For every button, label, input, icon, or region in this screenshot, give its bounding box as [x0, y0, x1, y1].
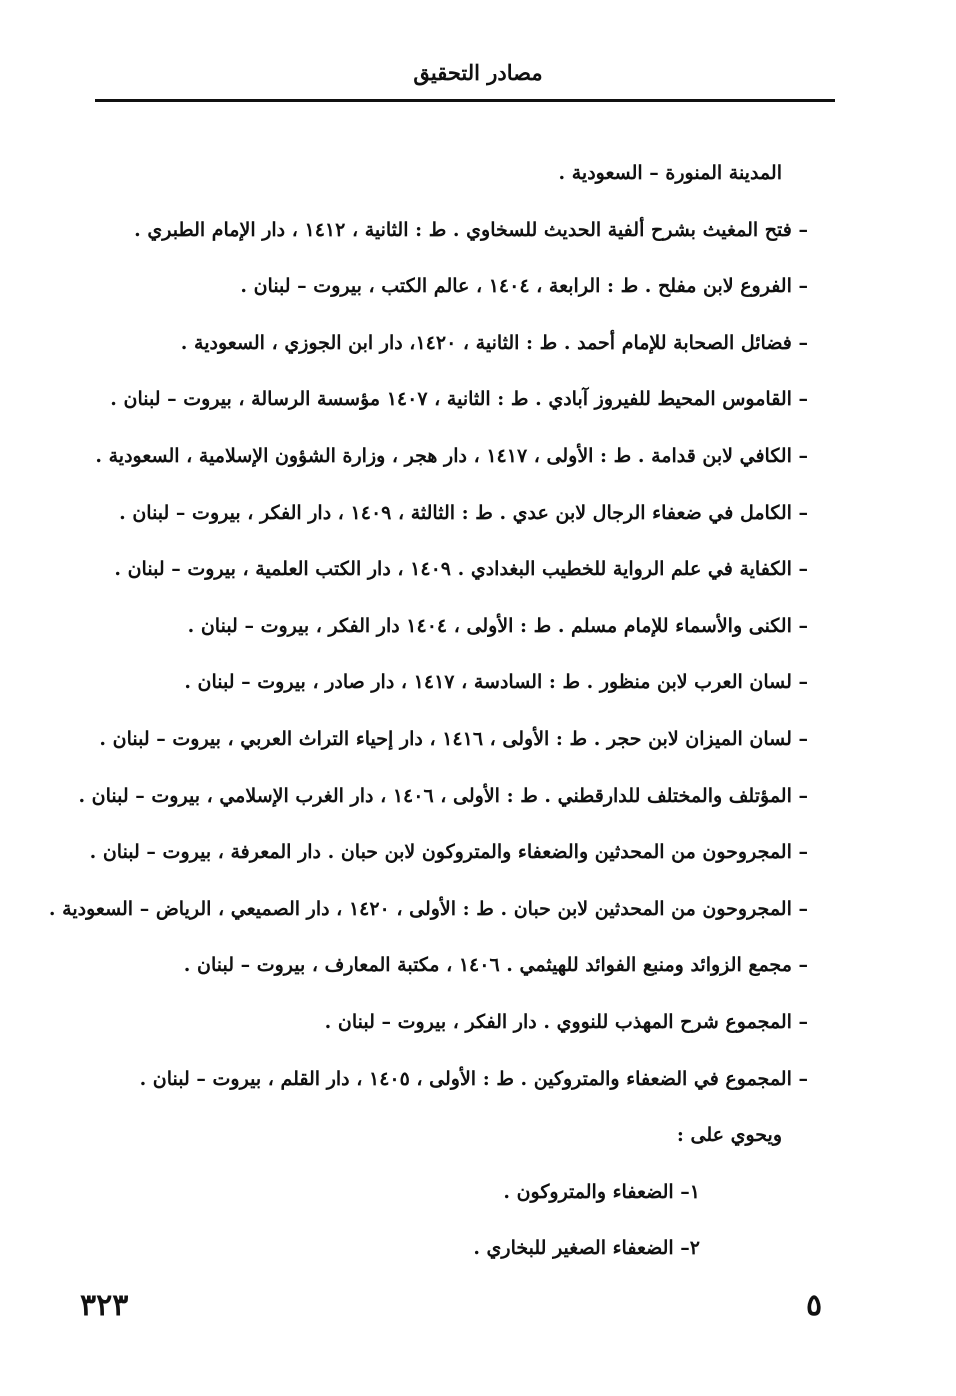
references-list [48, 145, 808, 1277]
reference-entry: – المؤتلف والمختلف للدارقطني . ط : الأولى ، ١٤٠٦ ، دار الغرب الإسلامي ، بيروت – لبنان . [78, 784, 808, 807]
reference-entry: – المجموع شرح المهذب للنووي . دار الفكر ، بيروت – لبنان . [324, 1010, 808, 1033]
reference-entry: – القاموس المحيط للفيروز آبادي . ط : الثانية ، ١٤٠٧ مؤسسة الرسالة ، بيروت – لبنان . [110, 388, 808, 411]
reference-entry: – الكفاية في علم الرواية للخطيب البغدادي . ١٤٠٩ ، دار الكتب العلمية ، بيروت – لبنان . [114, 558, 808, 581]
contents-item: ٢– الضعفاء الصغير للبخاري . [473, 1237, 700, 1260]
header-rule [95, 99, 835, 102]
reference-entry: – المجروحون من المحدثين لابن حبان . ط : الأولى ، ١٤٢٠ ، دار الصميعي ، الرياض – السعودية . [48, 897, 808, 920]
contents-item: ١– الضعفاء والمتروكون . [503, 1180, 700, 1203]
reference-entry: – الكنى والأسماء للإمام مسلم . ط : الأولى ، ١٤٠٤ دار الفكر ، بيروت – لبنان . [187, 614, 808, 637]
reference-entry: – المجروحون من المحدثين والضعفاء والمتروكون لابن حبان . دار المعرفة ، بيروت – لبنان . [89, 841, 808, 864]
running-header-title: مصادر التحقيق [413, 60, 543, 85]
reference-entry: – الكافي لابن قدامة . ط : الأولى ، ١٤١٧ ، دار هجر ، وزارة الشؤون الإسلامية ، السعودية . [95, 444, 808, 467]
reference-entry: – فتح المغيث بشرح ألفية الحديث للسخاوي . ط : الثانية ، ١٤١٢ ، دار الإمام الطبري . [134, 218, 808, 241]
reference-continuation: المدينة المنورة – السعودية . [558, 162, 782, 184]
reference-entry: – المجموع في الضعفاء والمتروكين . ط : الأولى ، ١٤٠٥ ، دار القلم ، بيروت – لبنان . [139, 1067, 808, 1090]
reference-entry: – مجمع الزوائد ومنبع الفوائد للهيثمي . ١٤٠٦ ، مكتبة المعارف ، بيروت – لبنان . [183, 954, 808, 977]
reference-entry: – الفروع لابن مفلح . ط : الرابعة ، ١٤٠٤ ، عالم الكتب ، بيروت – لبنان . [240, 275, 808, 298]
signature-mark: ٥ [806, 1288, 823, 1323]
contents-heading: ويحوي على : [676, 1124, 782, 1147]
reference-entry: – لسان الميزان لابن حجر . ط : الأولى ، ١٤١٦ ، دار إحياء التراث العربي ، بيروت – لبنان . [99, 727, 808, 750]
reference-entry: – فضائل الصحابة للإمام أحمد . ط : الثانية ، ١٤٢٠، دار ابن الجوزي ، السعودية . [180, 331, 808, 354]
reference-entry: – الكامل في ضعفاء الرجال لابن عدي . ط : الثالثة ، ١٤٠٩ ، دار الفكر ، بيروت – لبنان . [119, 501, 808, 524]
page-number: ٣٢٣ [80, 1288, 129, 1323]
reference-entry: – لسان العرب لابن منظور . ط : السادسة ، ١٤١٧ ، دار صادر ، بيروت – لبنان . [184, 671, 808, 694]
